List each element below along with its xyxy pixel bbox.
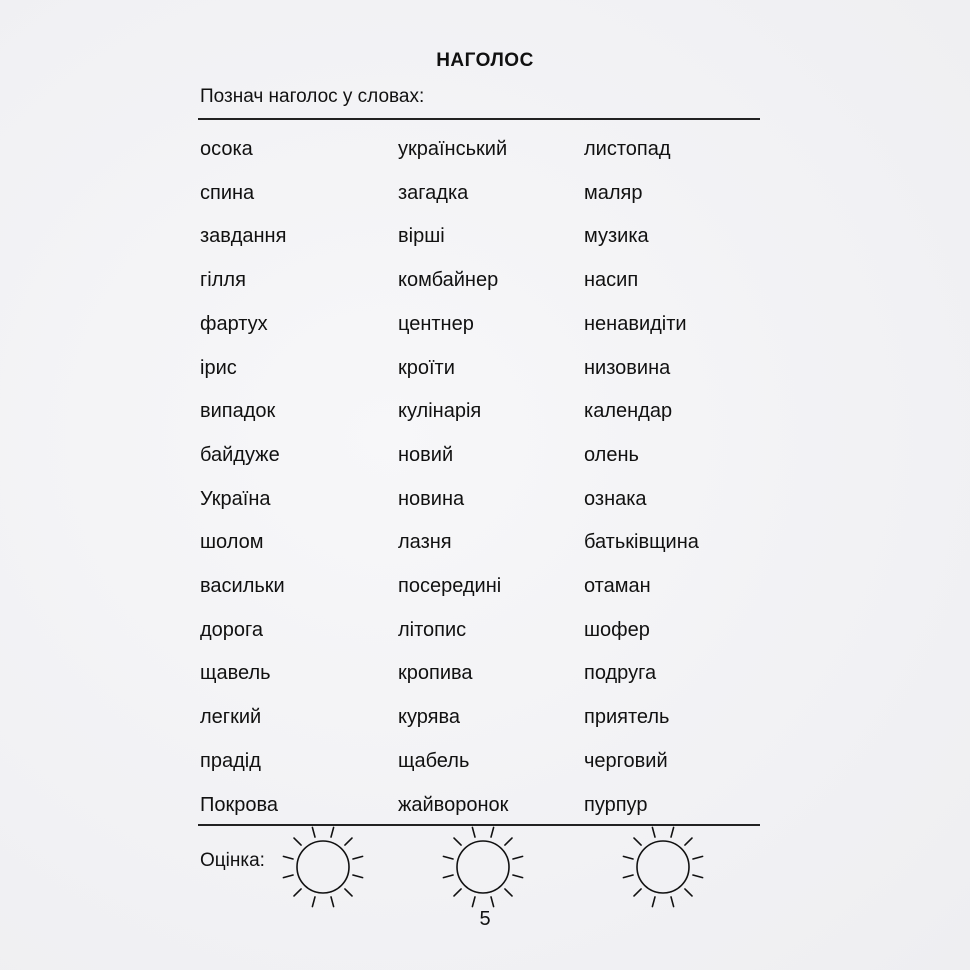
word-item: васильки [200,575,285,597]
word-item: календар [584,400,673,423]
word-item: ненавидіти [584,312,687,335]
sun-icon[interactable] [618,822,708,912]
word-item: кроїти [398,356,455,379]
sun-ray [472,827,475,837]
sun-ray [513,856,523,859]
word-item: черговий [584,749,668,772]
word-item: подруга [584,662,657,685]
sun-ray [634,838,641,845]
word-item: низовина [584,356,671,379]
word-item: олень [584,443,639,466]
word-item: маляр [584,181,643,204]
instruction-text: Познач наголос у словах: [200,86,425,107]
sun-ray [693,856,703,859]
sun-icon[interactable] [278,822,368,912]
word-item: щабель [398,749,470,772]
sun-ray [472,897,475,907]
word-item: кулінарія [398,400,482,423]
sun-ray [491,827,494,837]
sun-ray [353,856,363,859]
word-item: Україна [200,487,271,510]
word-item: приятель [584,706,670,729]
word-item: листопад [584,138,671,160]
word-item: фартух [200,312,268,335]
sun-ray [331,897,334,907]
word-item: вірші [398,225,445,248]
sun-ray [331,827,334,837]
word-item: новина [398,487,465,510]
sun-ray [443,856,453,859]
grade-label: Оцінка: [200,850,265,871]
word-item: музика [584,225,649,248]
sun-ray [283,856,293,859]
sun-ray [454,889,461,896]
word-item: шолом [200,531,264,554]
sun-ray [685,889,692,896]
sun-ray [634,889,641,896]
word-item: жайворонок [398,793,509,816]
word-item: загадка [398,181,469,204]
sun-ray [491,897,494,907]
sun-ray [454,838,461,845]
word-item: щавель [200,662,271,685]
word-item: кропива [398,662,473,685]
sun-ray [671,897,674,907]
sun-ray [652,897,655,907]
word-item: центнер [398,312,474,335]
sun-ray [513,875,523,878]
sun-ray [623,875,633,878]
word-item: отаман [584,575,651,597]
sun-ray [294,889,301,896]
sun-ray [623,856,633,859]
sun-icon[interactable] [438,822,528,912]
sun-ray [312,897,315,907]
word-item: осока [200,138,253,160]
word-item: гілля [200,269,246,292]
word-item: дорога [200,618,264,641]
sun-ray [353,875,363,878]
word-item: Покрова [200,793,279,816]
word-item: курява [398,706,461,729]
sun-ray [652,827,655,837]
word-item: завдання [200,225,287,248]
word-item: комбайнер [398,269,499,292]
word-item: український [398,138,508,160]
page-number: 5 [479,908,491,930]
word-item: байдуже [200,443,280,466]
word-item: ознака [584,487,647,510]
word-item: шофер [584,618,650,641]
sun-ray [671,827,674,837]
sun-ray [443,875,453,878]
word-item: насип [584,269,639,292]
sun-ray [345,838,352,845]
sun-ray [283,875,293,878]
word-item: посередині [398,575,502,597]
word-item: літопис [398,618,467,641]
word-item: батьківщина [584,531,699,554]
page-title: НАГОЛОС [436,50,534,71]
sun-ray [312,827,315,837]
word-item: випадок [200,400,276,423]
word-item: спина [200,181,255,204]
sun-ray [693,875,703,878]
sun-ray [294,838,301,845]
sun-ray [345,889,352,896]
word-item: пурпур [584,793,648,816]
sun-ray [505,889,512,896]
sun-ray [505,838,512,845]
word-item: ірис [200,356,237,379]
word-item: новий [398,443,454,466]
sun-ray [685,838,692,845]
top-divider [198,118,760,120]
word-item: прадід [200,749,261,772]
word-item: лазня [398,531,452,554]
word-item: легкий [200,706,262,729]
